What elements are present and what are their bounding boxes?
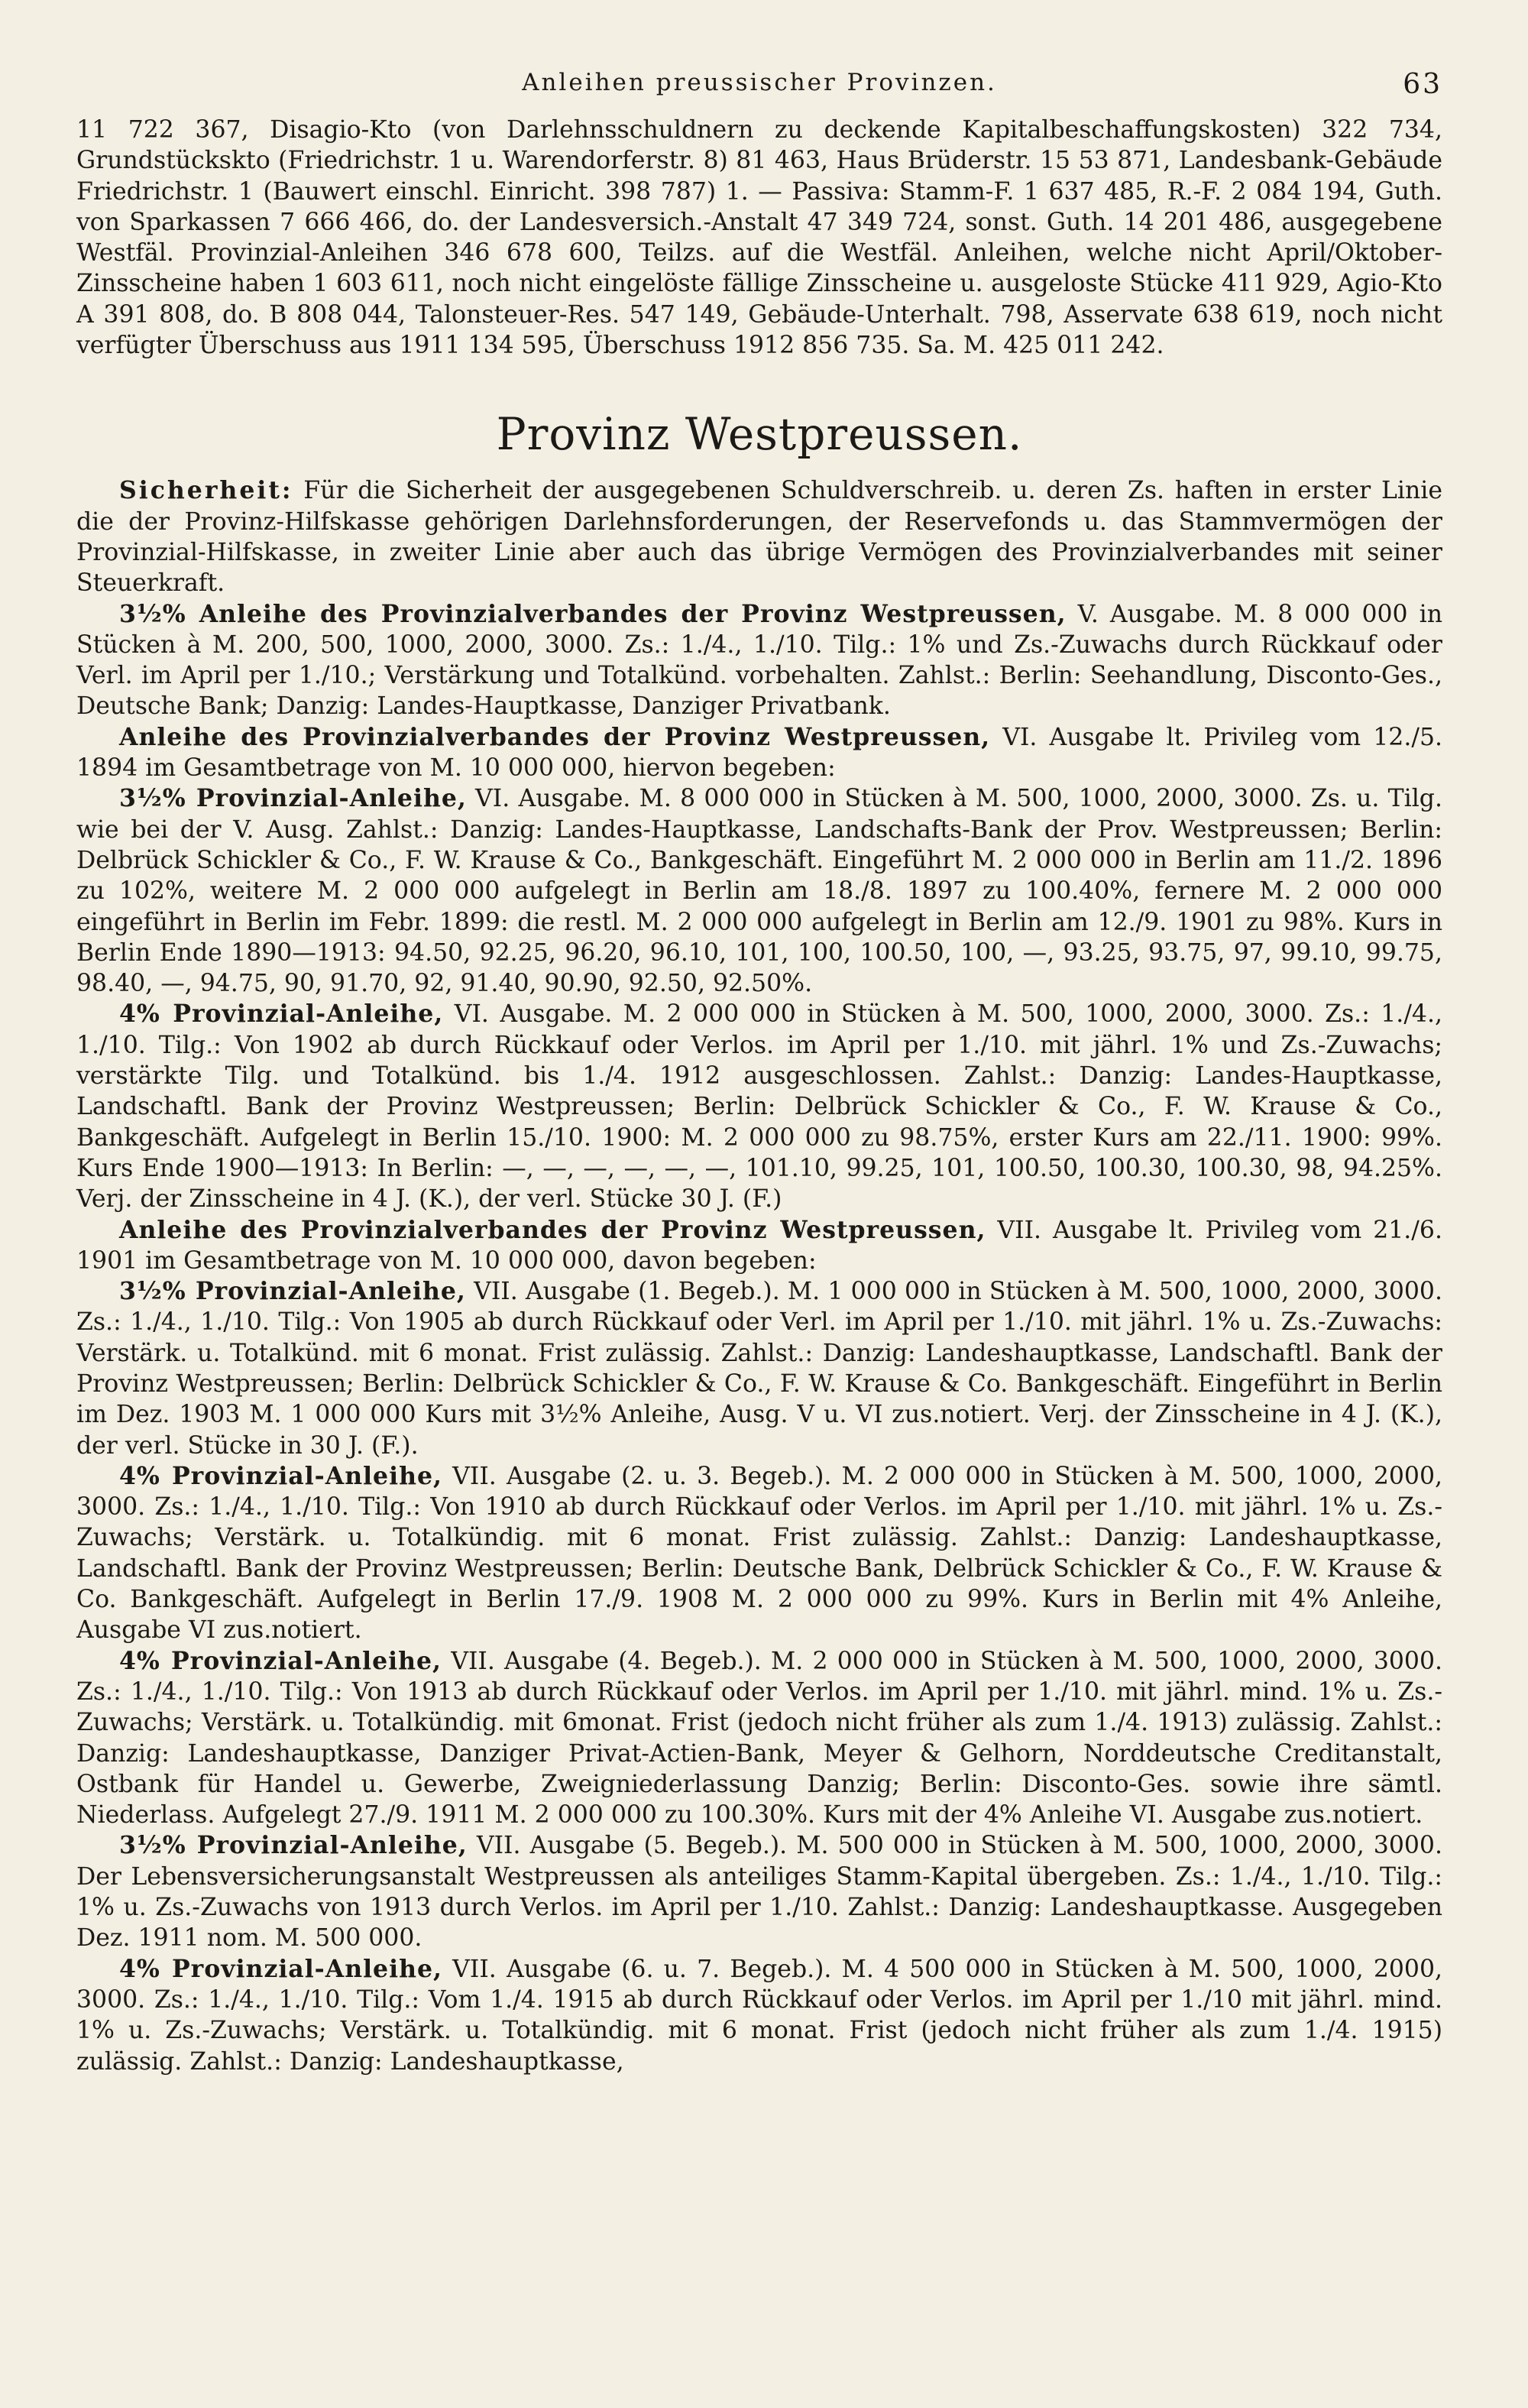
paragraph-lead: Anleihe des Provinzialverbandes der Provinz Westpreussen, [119, 722, 991, 751]
paragraph-lead: Sicherheit: [119, 476, 293, 505]
paragraph-lead: 4% Provinzial-Anleihe, [119, 1646, 442, 1675]
paragraph-loan-vi-4 [76, 999, 1442, 1214]
paragraph-text: VI. Ausgabe. M. 2 000 000 in Stücken à M. 500, 1000, 2000, 3000. Zs.: 1./4., 1./10. Tilg.: Von 1902 ab durch Rückkauf oder Verlos. im April per 1./10. mit jährl. 1% und Zs.-Zuwachs; verstärkte Tilg. und Totalkünd. bis 1./4. 1912 ausgeschlossen. Zahlst.: Danzig: Landes-Hauptkasse, Landschaftl. Bank der Provinz Westpreussen; Berlin: Delbrück Schickler & Co., F. W. Krause & Co., Bankgeschäft. Aufgelegt in Berlin 15./10. 1900: M. 2 000 000 zu 98.75%, erster Kurs am 22./11. 1900: 99%. Kurs Ende 1900—1913: In Berlin: —, —, —, —, —, —, 101.10, 99.25, 101, 100.50, 100.30, 100.30, 98, 94.25%. Verj. der Zinsscheine in 4 J. (K.), der verl. Stücke 30 J. (F.) [76, 1000, 1443, 1214]
paragraph-text: VII. Ausgabe (2. u. 3. Begeb.). M. 2 000 000 in Stücken à M. 500, 1000, 2000, 3000. Zs.: 1./4., 1./10. Tilg.: Von 1910 ab durch Rückkauf oder Verlos. im April per 1./10. mit jährl. 1% u. Zs.-Zuwachs; Verstärk. u. Totalkündig. mit 6 monat. Frist zulässig. Zahlst.: Danzig: Landeshauptkasse, Landschaftl. Bank der Provinz Westpreussen; Berlin: Deutsche Bank, Delbrück Schickler & Co., F. W. Krause & Co. Bankgeschäft. Aufgelegt in Berlin 17./9. 1908 M. 2 000 000 zu 99%. Kurs in Berlin mit 4% Anleihe, Ausgabe VI zus.notiert. [76, 1462, 1443, 1645]
paragraph-text: Für die Sicherheit der ausgegebenen Schuldverschreib. u. deren Zs. haften in erster Linie die der Provinz-Hilfskasse gehörigen Darlehnsforderungen, der Reservefonds u. das Stammvermögen der Provinzial-Hilfskasse, in zweiter Linie aber auch das übrige Vermögen des Provinzialverbandes mit seiner Steuerkraft. [76, 477, 1442, 598]
running-title: Anleihen preussischer Provinzen. [522, 69, 997, 96]
paragraph-text: VII. Ausgabe (6. u. 7. Begeb.). M. 4 500 000 in Stücken à M. 500, 1000, 2000, 3000. Zs.: 1./4., 1./10. Tilg.: Vom 1./4. 1915 ab durch Rückkauf oder Verlos. im April per 1./10 mit jährl. mind. 1% u. Zs.-Zuwachs; Verstärk. u. Totalkündig. mit 6 monat. Frist (jedoch nicht früher als zum 1./4. 1915) zulässig. Zahlst.: Danzig: Landeshauptkasse, [76, 1955, 1443, 2076]
paragraph-security [76, 475, 1442, 598]
paragraph-lead: 4% Provinzial-Anleihe, [119, 1461, 442, 1490]
paragraph-lead: 4% Provinzial-Anleihe, [119, 1000, 444, 1029]
paragraph-lead: 3½% Provinzial-Anleihe, [119, 1277, 466, 1306]
paragraph-loan-vi-header [76, 722, 1442, 784]
paragraph-lead: 3½% Provinzial-Anleihe, [119, 1831, 468, 1860]
paragraph-loan-v [76, 599, 1442, 722]
paragraph-loan-vii-1 [76, 1276, 1442, 1461]
paragraph-text: VII. Ausgabe (5. Begeb.). M. 500 000 in Stücken à M. 500, 1000, 2000, 3000. Der Lebensversicherungsanstalt Westpreussen als anteiliges Stamm-Kapital übergeben. Zs.: 1./4., 1./10. Tilg.: 1% u. Zs.-Zuwachs von 1913 durch Verlos. im April per 1./10. Zahlst.: Danzig: Landeshauptkasse. Ausgegeben Dez. 1911 nom. M. 500 000. [76, 1832, 1442, 1953]
intro-paragraph: 11 722 367, Disagio-Kto (von Darlehnsschuldnern zu deckende Kapitalbeschaffungskosten) 322 734, Grundstückskto (Friedrichstr. 1 u. Warendorferstr. 8) 81 463, Haus Brüderstr. 15 53 871, Landesbank-Gebäude Friedrichstr. 1 (Bauwert einschl. Einricht. 398 787) 1. — Passiva: Stamm-F. 1 637 485, R.-F. 2 084 194, Guth. von Sparkassen 7 666 466, do. der Landesversich.-Anstalt 47 349 724, sonst. Guth. 14 201 486, ausgegebene Westfäl. Provinzial-Anleihen 346 678 600, Teilzs. auf die Westfäl. Anleihen, welche nicht April/Oktober-Zinsscheine haben 1 603 611, noch nicht eingelöste fällige Zinsscheine u. ausgeloste Stücke 411 929, Agio-Kto A 391 808, do. B 808 044, Talonsteuer-Res. 547 149, Gebäude-Unterhalt. 798, Asservate 638 619, noch nicht verfügter Überschuss aus 1911 134 595, Überschuss 1912 856 735. Sa. M. 425 011 242. [76, 116, 1442, 360]
paragraph-lead: 3½% Provinzial-Anleihe, [119, 784, 467, 813]
paragraph-lead: Anleihe des Provinzialverbandes der Provinz Westpreussen, [119, 1215, 986, 1244]
paragraph-text: VII. Ausgabe (4. Begeb.). M. 2 000 000 in Stücken à M. 500, 1000, 2000, 3000. Zs.: 1./4., 1./10. Tilg.: Von 1913 ab durch Rückkauf oder Verlos. im April per 1./10. mit jährl. mind. 1% u. Zs.-Zuwachs; Verstärk. u. Totalkündig. mit 6monat. Frist (jedoch nicht früher als zum 1./4. 1913) zulässig. Zahlst.: Danzig: Landeshauptkasse, Danziger Privat-Actien-Bank, Meyer & Gelhorn, Norddeutsche Creditanstalt, Ostbank für Handel u. Gewerbe, Zweigniederlassung Danzig; Berlin: Disconto-Ges. sowie ihre sämtl. Niederlass. Aufgelegt 27./9. 1911 M. 2 000 000 zu 100.30%. Kurs mit der 4% Anleihe VI. Ausgabe zus.notiert. [76, 1647, 1442, 1829]
section-title: Provinz Westpreussen. [496, 408, 1023, 461]
paragraph-lead: 3½% Anleihe des Provinzialverbandes der Provinz Westpreussen, [119, 599, 1067, 628]
paragraph-text: VII. Ausgabe (1. Begeb.). M. 1 000 000 in Stücken à M. 500, 1000, 2000, 3000. Zs.: 1./4., 1./10. Tilg.: Von 1905 ab durch Rückkauf oder Verl. im April per 1./10. mit jährl. 1% u. Zs.-Zuwachs: Verstärk. u. Totalkünd. mit 6 monat. Frist zulässig. Zahlst.: Danzig: Landeshauptkasse, Landschaftl. Bank der Provinz Westpreussen; Berlin: Delbrück Schickler & Co., F. W. Krause & Co. Bankgeschäft. Eingeführt in Berlin im Dez. 1903 M. 1 000 000 Kurs mit 3½% Anleihe, Ausg. V u. VI zus.notiert. Verj. der Zinsscheine in 4 J. (K.), der verl. Stücke in 30 J. (F.). [76, 1278, 1442, 1460]
paragraph-loan-vii-header [76, 1215, 1442, 1277]
page-number: 63 [1403, 69, 1442, 100]
paragraph-text: VI. Ausgabe lt. Privileg vom 12./5. 1894 im Gesamtbetrage von M. 10 000 000, hiervon begeben: [76, 723, 1443, 783]
paragraph-text: VI. Ausgabe. M. 8 000 000 in Stücken à M. 500, 1000, 2000, 3000. Zs. u. Tilg. wie bei der V. Ausg. Zahlst.: Danzig: Landes-Hauptkasse, Landschafts-Bank der Prov. Westpreussen; Berlin: Delbrück Schickler & Co., F. W. Krause & Co., Bankgeschäft. Eingeführt M. 2 000 000 in Berlin am 11./2. 1896 zu 102%, weitere M. 2 000 000 aufgelegt in Berlin am 18./8. 1897 zu 100.40%, fernere M. 2 000 000 eingeführt in Berlin im Febr. 1899: die restl. M. 2 000 000 aufgelegt in Berlin am 12./9. 1901 zu 98%. Kurs in Berlin Ende 1890—1913: 94.50, 92.25, 96.20, 96.10, 101, 100, 100.50, 100, —, 93.25, 93.75, 97, 99.10, 99.75, 98.40, —, 94.75, 90, 91.70, 92, 91.40, 90.90, 92.50, 92.50%. [76, 785, 1442, 998]
paragraph-loan-vi-35 [76, 783, 1442, 999]
paragraph-text: VII. Ausgabe lt. Privileg vom 21./6. 1901 im Gesamtbetrage von M. 10 000 000, davon begeben: [76, 1216, 1442, 1275]
paragraph-loan-vii-4 [76, 1646, 1442, 1831]
paragraph-loan-vii-6-7 [76, 1954, 1442, 2077]
paragraph-loan-vii-2-3 [76, 1461, 1442, 1646]
paragraph-loan-vii-5 [76, 1830, 1442, 1953]
paragraph-text: V. Ausgabe. M. 8 000 000 in Stücken à M. 200, 500, 1000, 2000, 3000. Zs.: 1./4., 1./10. Tilg.: 1% und Zs.-Zuwachs durch Rückkauf oder Verl. im April per 1./10.; Verstärkung und Totalkünd. vorbehalten. Zahlst.: Berlin: Seehandlung, Disconto-Ges., Deutsche Bank; Danzig: Landes-Hauptkasse, Danziger Privatbank. [76, 600, 1442, 721]
paragraph-lead: 4% Provinzial-Anleihe, [119, 1954, 442, 1983]
running-head [76, 69, 1442, 115]
